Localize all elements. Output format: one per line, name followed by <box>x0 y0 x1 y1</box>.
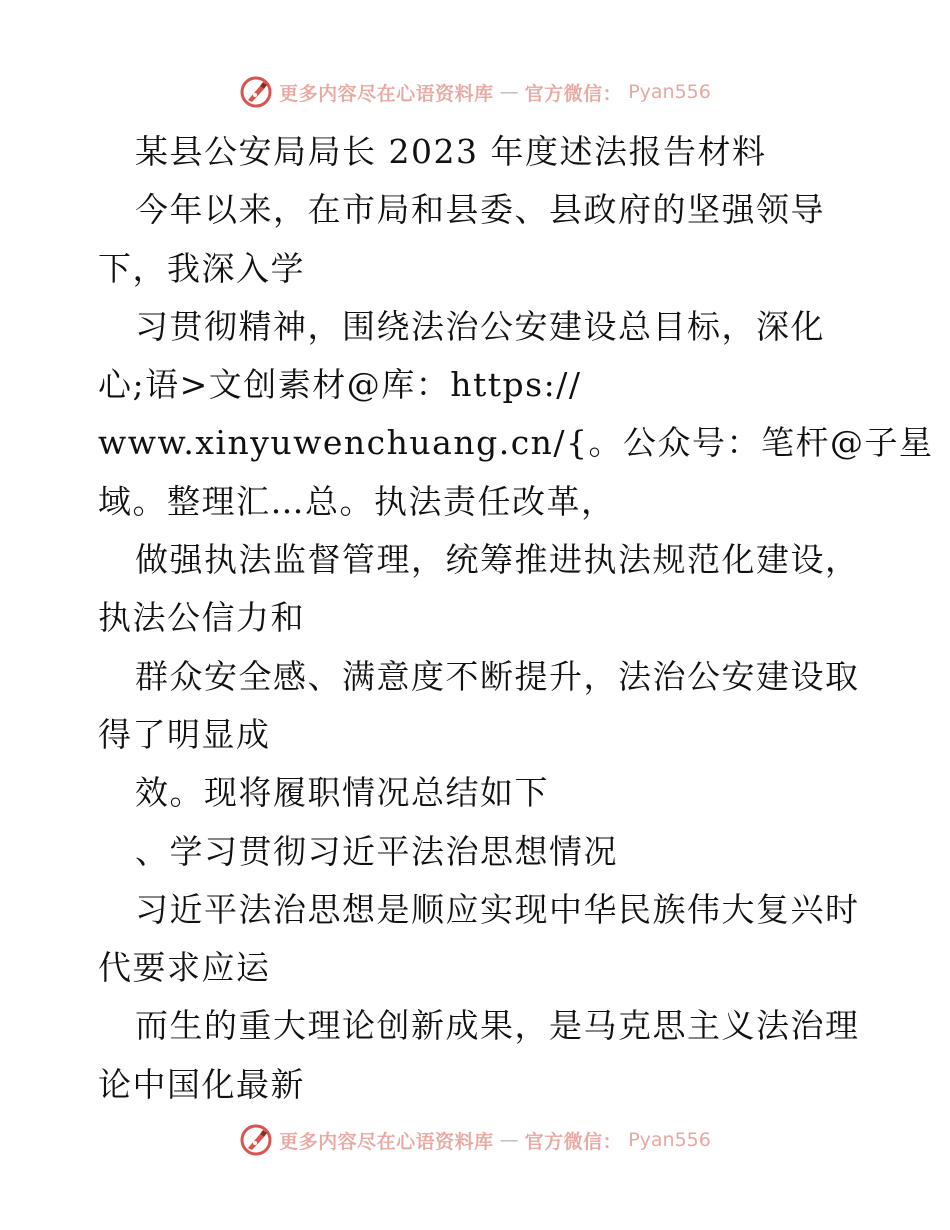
pen-logo-icon <box>239 1123 273 1157</box>
banner-separator: — <box>499 81 519 103</box>
banner-separator: — <box>499 1129 519 1151</box>
paragraph-line: 得了明显成 <box>98 714 271 754</box>
paragraph-line: 而生的重大理论创新成果，是马克思主义法治理 <box>135 1006 860 1046</box>
footer-watermark-banner <box>0 1120 950 1160</box>
paragraph-line: www.xinyuwenchuang.cn/{。公众号：笔杆@子星 <box>98 423 934 463</box>
section-heading: 、学习贯彻习近平法治思想情况 <box>135 831 618 871</box>
header-watermark-banner <box>0 72 950 112</box>
paragraph-line: 群众安全感、满意度不断提升，法治公安建设取 <box>135 656 860 696</box>
banner-label-text: 官方微信： <box>524 82 623 105</box>
paragraph-line: 习近平法治思想是顺应实现中华民族伟大复兴时 <box>135 889 860 929</box>
paragraph-line: 域。整理汇…总。执法责任改革， <box>98 481 616 521</box>
paragraph-line: 代要求应运 <box>98 948 271 988</box>
document-body <box>98 123 934 1114</box>
banner-brand-text: 更多内容尽在心语资料库 <box>279 1130 494 1153</box>
paragraph-line: 论中国化最新 <box>98 1064 305 1104</box>
banner-account-text: Pyan556 <box>628 81 711 103</box>
banner-label-text: 官方微信： <box>524 1130 623 1153</box>
banner-brand-text: 更多内容尽在心语资料库 <box>279 82 494 105</box>
document-title: 某县公安局局长 2023 年度述法报告材料 <box>135 132 767 171</box>
paragraph-line: 效。现将履职情况总结如下 <box>135 773 549 813</box>
paragraph-line: 今年以来，在市局和县委、县政府的坚强领导 <box>135 190 825 230</box>
paragraph-line: 下，我深入学 <box>98 248 305 288</box>
paragraph-line: 心;语>文创素材@库：https:// <box>98 365 582 405</box>
paragraph-line: 做强执法监督管理，统筹推进执法规范化建设， <box>135 540 860 580</box>
paragraph-line: 执法公信力和 <box>98 598 305 638</box>
pen-logo-icon <box>239 75 273 109</box>
banner-account-text: Pyan556 <box>628 1129 711 1151</box>
paragraph-line: 习贯彻精神，围绕法治公安建设总目标，深化 <box>135 306 825 346</box>
